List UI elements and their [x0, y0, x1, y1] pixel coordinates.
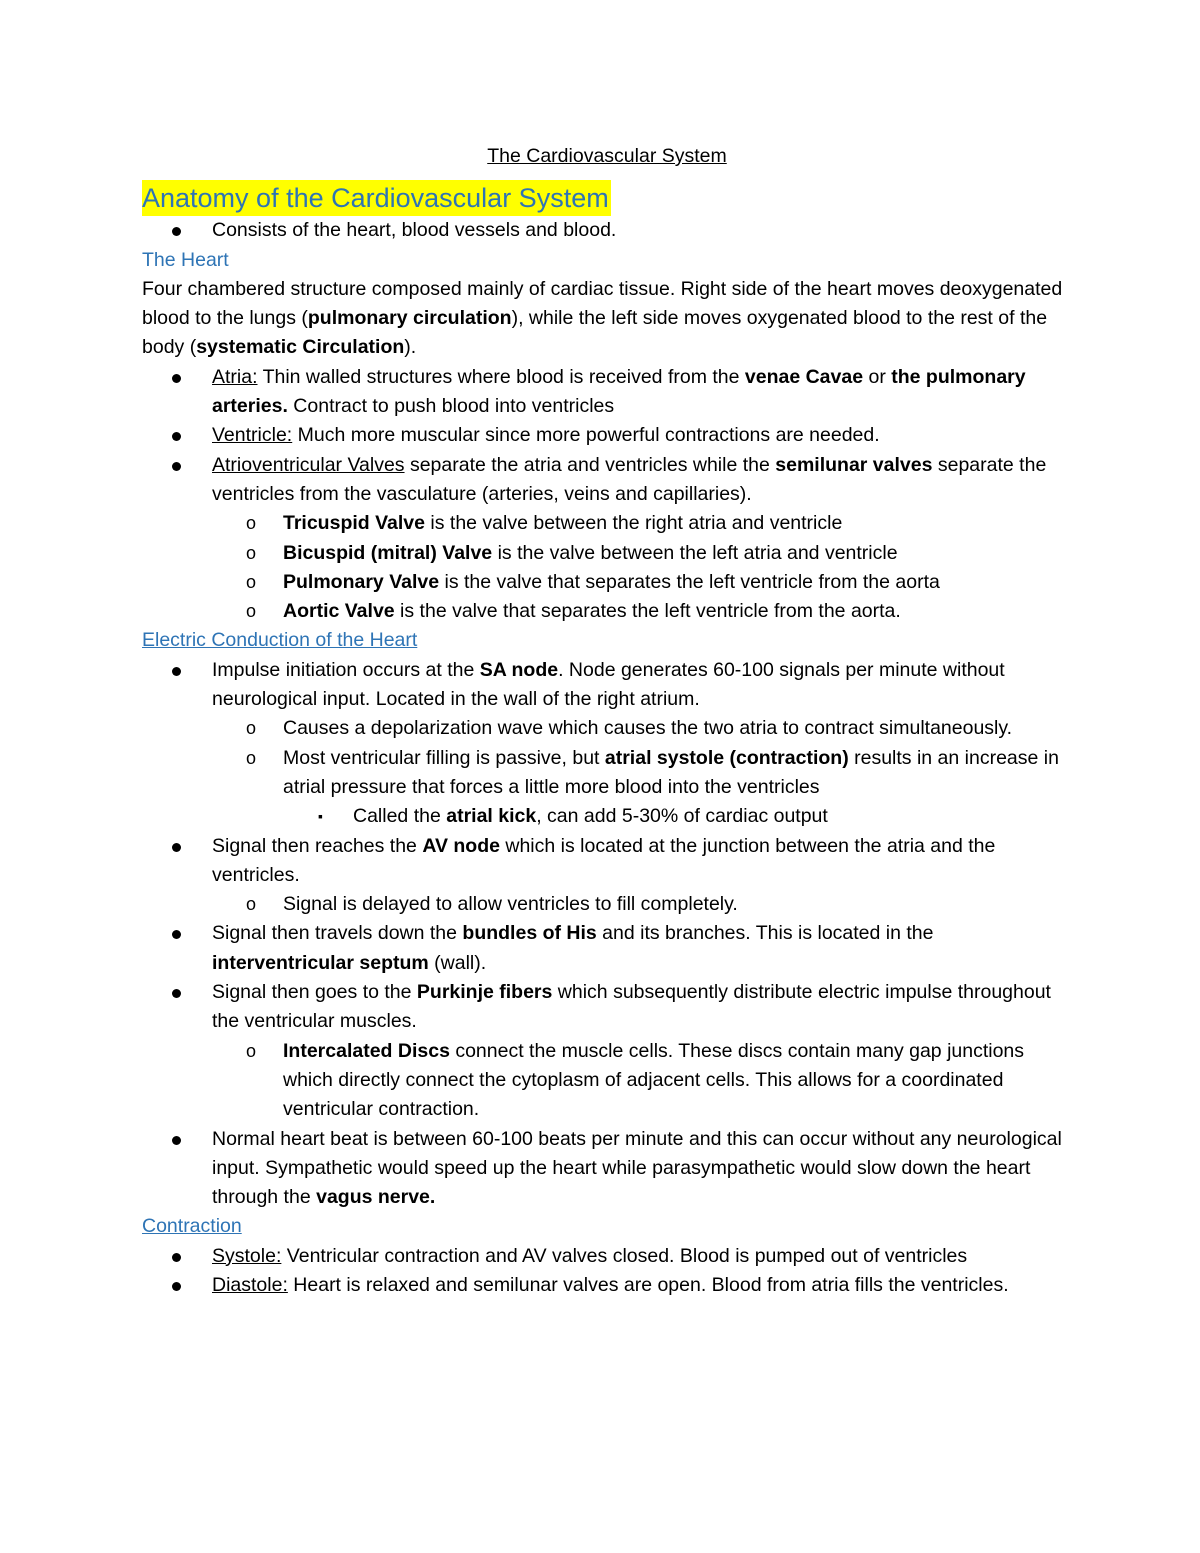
document-title: The Cardiovascular System — [487, 145, 727, 167]
term-label: Ventricle: — [212, 424, 293, 447]
square-bullet-icon: ▪ — [318, 808, 323, 825]
list-item-depolarization: o Causes a depolarization wave which causes the two atria to contract simultaneously. — [142, 714, 1072, 743]
list-item-normal-heartbeat: Normal heart beat is between 60-100 beats per minute and this can occur without any neurological input. Sympathetic would speed up the heart while parasympathetic would slow down the heart through the vagus nerve. — [212, 1127, 1062, 1209]
list-item-tricuspid: o Tricuspid Valve is the valve between the right atria and ventricle — [142, 509, 1072, 538]
list-item-aortic: o Aortic Valve is the valve that separates the left ventricle from the aorta. — [142, 597, 1072, 626]
circle-bullet-icon: o — [246, 601, 257, 622]
list-item-ventricle: Ventricle: Much more muscular since more powerful contractions are needed. — [212, 424, 880, 447]
list-item-sa-node: Impulse initiation occurs at the SA node. Node generates 60-100 signals per minute without neurological input. Located in the wall of the right atrium. — [212, 658, 1005, 711]
list-item — [142, 216, 1072, 245]
heart-paragraph: Four chambered structure composed mainly of cardiac tissue. Right side of the heart moves deoxygenated blood to the lungs (pulmonary circulation), while the left side moves oxygenated blood to the rest of the body (systematic Circulation). — [142, 277, 1063, 359]
list-item-bicuspid: o Bicuspid (mitral) Valve is the valve between the left atria and ventricle — [142, 539, 1072, 568]
heading-electric-conduction: Electric Conduction of the Heart — [142, 629, 418, 652]
circle-bullet-icon: o — [246, 571, 257, 592]
conduction-list — [142, 656, 1072, 1213]
heading-the-heart: The Heart — [142, 248, 229, 271]
heading-1-wrapper — [142, 180, 1072, 216]
circle-bullet-icon: o — [246, 1040, 257, 1061]
list-item-atrial-kick: ▪ Called the atrial kick, can add 5-30% of cardiac output — [142, 802, 1072, 831]
list-item-pulmonary: o Pulmonary Valve is the valve that separates the left ventricle from the aorta — [142, 568, 1072, 597]
list-item-av-node: Signal then reaches the AV node which is located at the junction between the atria and the ventricles. — [212, 834, 996, 886]
circle-bullet-icon: o — [246, 718, 257, 739]
list-item-systole: Systole: Ventricular contraction and AV valves closed. Blood is pumped out of ventricles — [212, 1244, 968, 1267]
term-label: Atrioventricular Valves — [212, 453, 405, 476]
contraction-list — [142, 1242, 1072, 1301]
circle-bullet-icon: o — [246, 894, 257, 915]
list-item-signal-delay: o Signal is delayed to allow ventricles to fill completely. — [142, 890, 1072, 919]
circle-bullet-icon: o — [246, 542, 257, 563]
term-label: Diastole: — [212, 1273, 288, 1296]
list-item-purkinje: Signal then goes to the Purkinje fibers which subsequently distribute electric impulse throughout the ventricular muscles. — [212, 981, 1051, 1033]
circle-bullet-icon: o — [246, 747, 257, 768]
term-label: Systole: — [212, 1244, 282, 1267]
term-label: Atria: — [212, 365, 258, 388]
list-item-diastole: Diastole: Heart is relaxed and semilunar valves are open. Blood from atria fills the ventricles. — [212, 1273, 1009, 1296]
heading-anatomy: Anatomy of the Cardiovascular System — [142, 180, 611, 216]
heart-list — [142, 363, 1072, 627]
list-item-atria: Atria: Thin walled structures where blood is received from the venae Cavae or the pulmonary arteries. Contract to push blood into ventricles — [212, 365, 1026, 418]
list-item-text: Consists of the heart, blood vessels and blood. — [212, 219, 617, 242]
list-item-bundles-of-his: Signal then travels down the bundles of His and its branches. This is located in the interventricular septum (wall). — [212, 922, 934, 974]
document-content — [142, 138, 1072, 1300]
list-item-valves: Atrioventricular Valves separate the atria and ventricles while the semilunar valves separate the ventricles from the vasculature (arteries, veins and capillaries). — [212, 453, 1047, 505]
heading-contraction: Contraction — [142, 1215, 242, 1238]
list-item-ventricular-filling: o Most ventricular filling is passive, but atrial systole (contraction) results in an increase in atrial pressure that forces a little more blood into the ventricles — [142, 744, 1072, 803]
circle-bullet-icon: o — [246, 513, 257, 534]
list-item-intercalated-discs: o Intercalated Discs connect the muscle cells. These discs contain many gap junctions which directly connect the cytoplasm of adjacent cells. This allows for a coordinated ventricular contraction. — [142, 1037, 1072, 1125]
intro-list — [142, 216, 1072, 245]
